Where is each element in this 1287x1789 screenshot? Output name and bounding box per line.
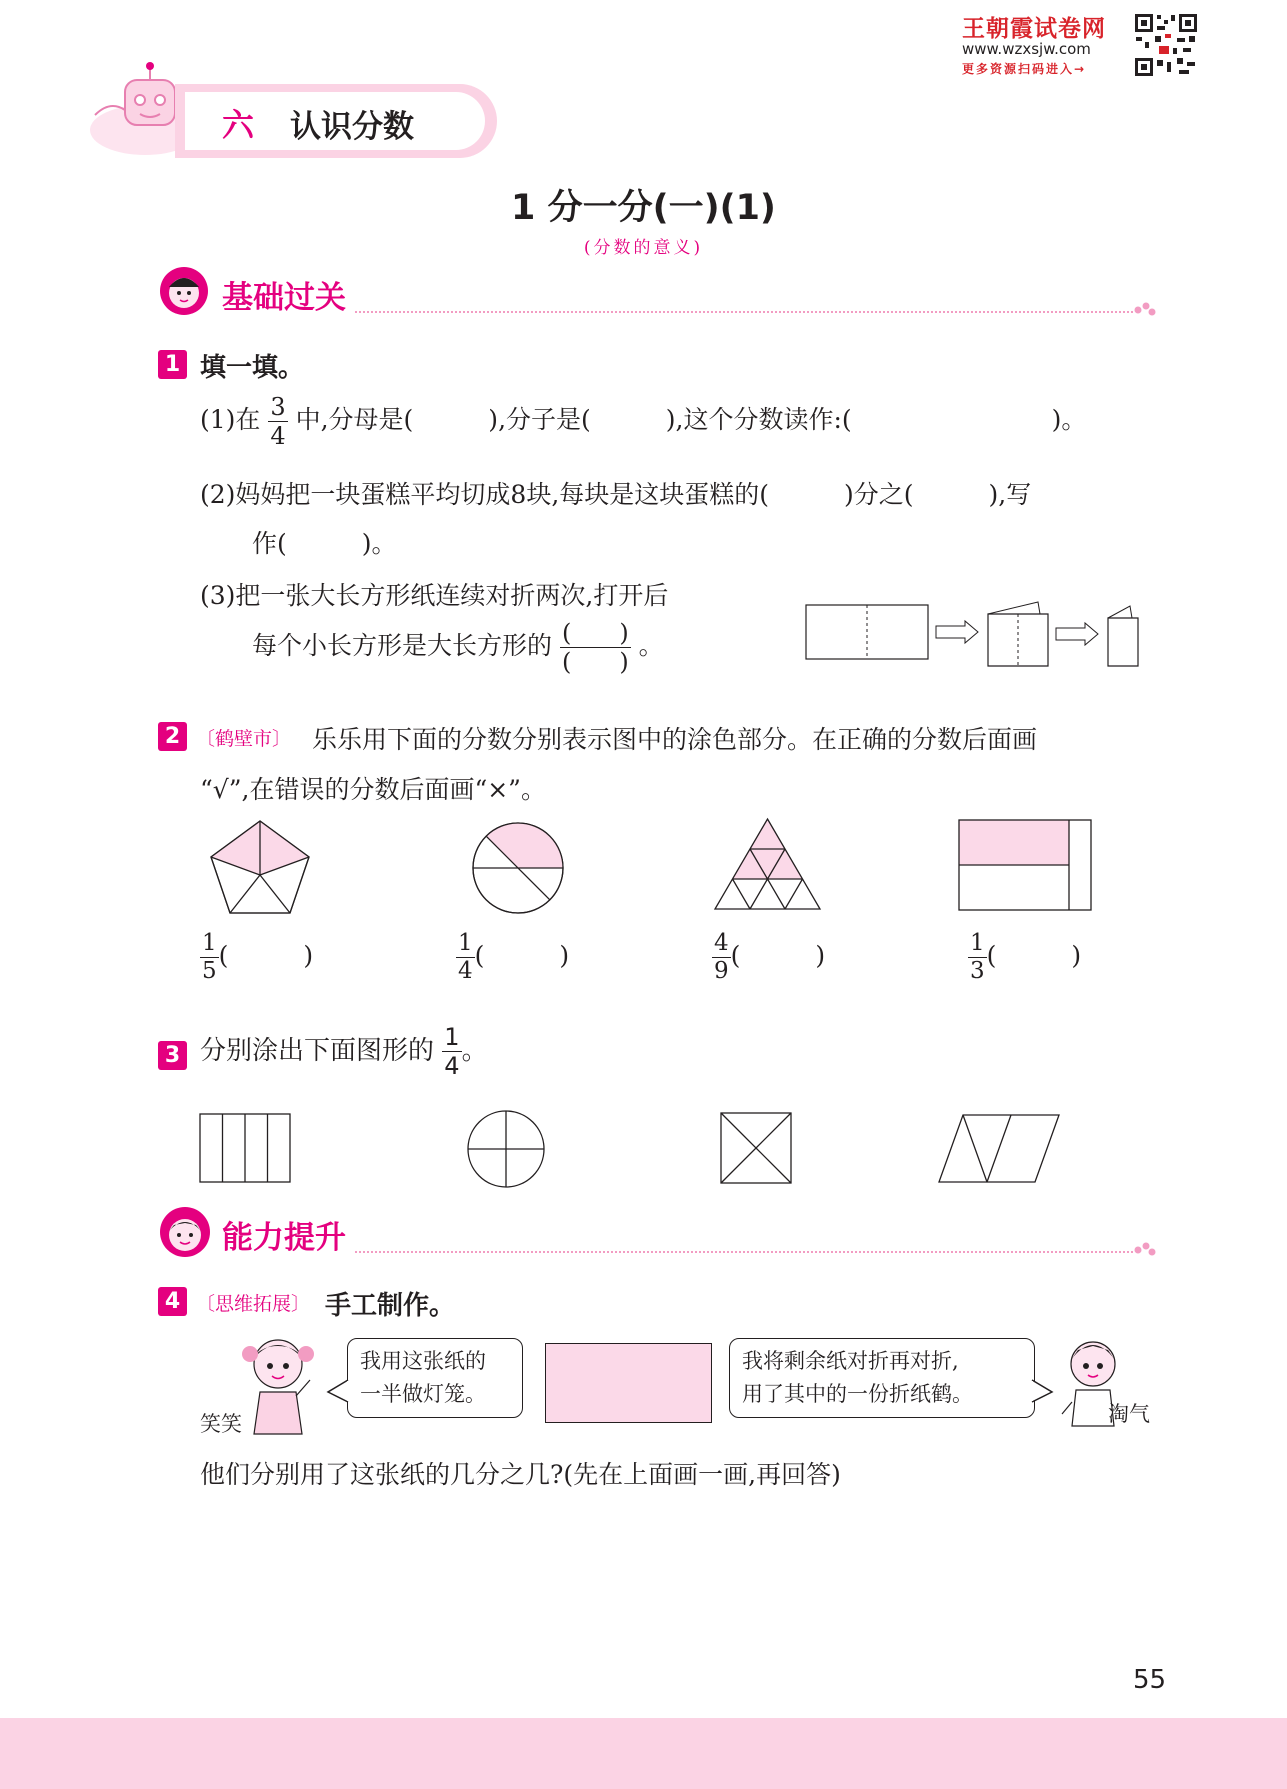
q1-part1: [200, 395, 1086, 448]
section-basic-title: 基础过关: [222, 280, 346, 316]
fraction-denominator: 3: [970, 958, 985, 984]
answer-blank[interactable]: ( ): [730, 941, 826, 970]
answer-numerator-blank[interactable]: ( ): [561, 619, 629, 647]
q1-part3-line2: [252, 621, 664, 674]
circle-shape: [468, 818, 568, 918]
q2-answer-4: [968, 932, 1081, 983]
brand-title: 王朝霞试卷网: [962, 16, 1106, 42]
girl-xiaoxiao-illustration: [238, 1330, 318, 1436]
qr-code-icon[interactable]: [1133, 12, 1199, 78]
q1-number: 1: [158, 350, 187, 379]
bubble-tail: [1030, 1378, 1054, 1406]
xiaoxiao-speech-bubble: [347, 1338, 523, 1418]
q3-text-main: 分别涂出下面图形的: [200, 1036, 435, 1066]
q3-parallelogram[interactable]: [937, 1112, 1063, 1186]
rectangle-shape: [957, 818, 1093, 914]
q1-part3-end: 。: [638, 631, 664, 660]
taoqi-speech-bubble: [729, 1338, 1035, 1418]
q2-answer-3: [712, 932, 825, 983]
fraction-numerator: 3: [270, 393, 286, 421]
page-number: 55: [1133, 1665, 1167, 1695]
character-name-taoqi: 淘气: [1108, 1402, 1150, 1426]
q3-text-end: 。: [461, 1036, 488, 1066]
q1-title: 填一填。: [200, 353, 305, 383]
q1-part1-post[interactable]: 中,分母是( ),分子是( ),这个分数读作:( )。: [295, 405, 1087, 434]
bubble-line: 我用这张纸的: [360, 1349, 486, 1373]
q4-number: 4: [158, 1287, 187, 1316]
answer-denominator-blank[interactable]: ( ): [561, 648, 629, 676]
fraction-denominator: 5: [202, 958, 217, 984]
section-advanced-title: 能力提升: [222, 1220, 346, 1256]
footer-band: [0, 1718, 1287, 1789]
lesson-subtitle: (分数的意义): [583, 238, 704, 258]
q4-tag: 〔思维拓展〕: [196, 1293, 311, 1315]
paper-folding-diagram: [800, 596, 1150, 676]
section-divider: [355, 1251, 1133, 1253]
answer-blank[interactable]: ( ): [474, 941, 570, 970]
q4-title: 手工制作。: [325, 1291, 456, 1321]
q2-number: 2: [158, 722, 187, 751]
q2-text-line2: “√”,在错误的分数后面画“×”。: [200, 775, 546, 804]
paper-rectangle[interactable]: [545, 1343, 712, 1423]
fraction-denominator: 4: [444, 1052, 460, 1080]
q1-part2-line1[interactable]: (2)妈妈把一块蛋糕平均切成8块,每块是这块蛋糕的( )分之( ),写: [200, 480, 1032, 509]
triangle-shape: [710, 815, 825, 915]
bubble-line: 我将剩余纸对折再对折,: [742, 1349, 959, 1373]
section-divider: [355, 311, 1133, 313]
lesson-title: 1 分一分(一)(1): [511, 188, 776, 228]
fraction-denominator: 4: [270, 422, 286, 450]
dots-decoration-icon: [1133, 1241, 1157, 1257]
q3-rectangle-stripes[interactable]: [198, 1110, 294, 1186]
answer-blank[interactable]: ( ): [218, 941, 314, 970]
fraction-numerator: 1: [458, 930, 473, 956]
q1-part3-text: 每个小长方形是大长方形的: [252, 631, 553, 660]
q1-part1-pre: (1)在: [200, 405, 261, 434]
fraction-numerator: 1: [970, 930, 985, 956]
bubble-line: 用了其中的一份折纸鹤。: [742, 1382, 973, 1406]
fraction-denominator: 9: [714, 958, 729, 984]
fraction-numerator: 1: [202, 930, 217, 956]
girl-avatar-icon: [158, 265, 210, 317]
fraction-numerator: 1: [444, 1023, 460, 1051]
dots-decoration-icon: [1133, 301, 1157, 317]
q3-square-diagonals[interactable]: [718, 1110, 794, 1186]
q2-text-line1: 乐乐用下面的分数分别表示图中的涂色部分。在正确的分数后面画: [312, 725, 1038, 754]
q3-number: 3: [158, 1041, 187, 1070]
q3-circle-quarters[interactable]: [465, 1108, 547, 1190]
fraction-denominator: 4: [458, 958, 473, 984]
bubble-line: 一半做灯笼。: [360, 1382, 486, 1406]
pentagon-shape: [205, 815, 315, 917]
brand-url[interactable]: www.wzxsjw.com: [962, 40, 1091, 58]
brand-more-link[interactable]: 更多资源扫码进入→: [962, 62, 1087, 76]
character-name-xiaoxiao: 笑笑: [200, 1412, 242, 1436]
q4-question: 他们分别用了这张纸的几分之几?(先在上面画一画,再回答): [200, 1460, 841, 1489]
q2-answer-1: [200, 932, 313, 983]
chapter-number: 六: [222, 106, 255, 144]
chapter-title: 认识分数: [290, 109, 414, 145]
q3-text: [200, 1025, 488, 1078]
answer-blank[interactable]: ( ): [986, 941, 1082, 970]
q1-part3-line1: (3)把一张大长方形纸连续对折两次,打开后: [200, 581, 669, 610]
q1-part2-line2[interactable]: 作( )。: [252, 529, 397, 558]
bubble-tail: [326, 1378, 350, 1406]
boy-avatar-icon: [158, 1205, 212, 1259]
q2-source-tag: 〔鹤壁市〕: [196, 728, 292, 750]
q2-answer-2: [456, 932, 569, 983]
fraction-numerator: 4: [714, 930, 729, 956]
